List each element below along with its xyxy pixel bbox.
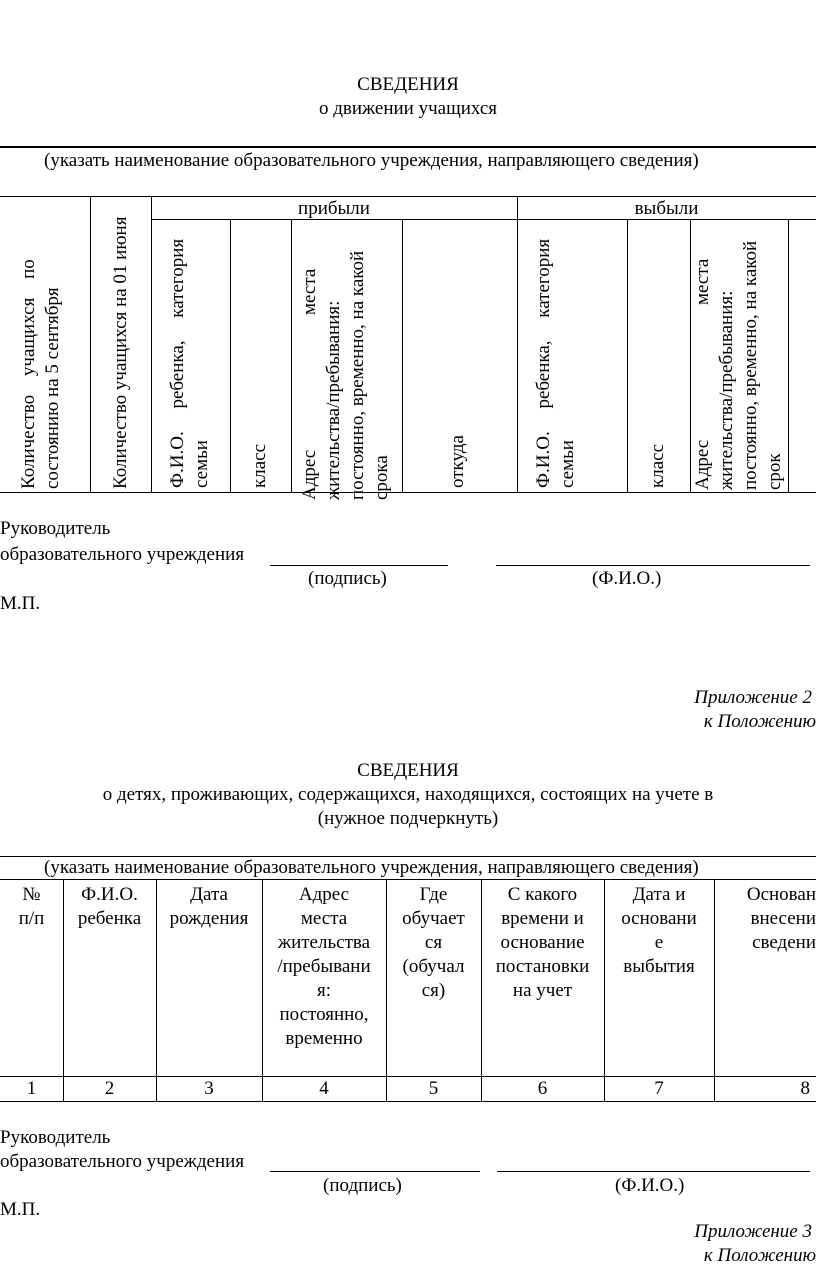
group-arrived: прибыли xyxy=(298,198,370,219)
header-6-line1: С какого xyxy=(507,884,578,905)
header-4-line1: Адрес xyxy=(298,884,350,905)
arrived-address-l1: Адрес места xyxy=(299,268,320,500)
group-left: выбыли xyxy=(634,198,699,219)
header-2-line1: Ф.И.О. xyxy=(81,884,138,905)
header-2-line2: ребенка xyxy=(77,908,142,929)
header-6-line2: времени и xyxy=(501,908,584,929)
header-7-line2: основани xyxy=(621,908,697,929)
header-cell-2 xyxy=(63,883,156,931)
header-cell-7 xyxy=(604,883,714,979)
left-address-l2: жительства/пребывания: xyxy=(716,290,737,490)
left-fio-l2: семьи xyxy=(557,440,578,488)
header-4-line5: я: xyxy=(316,980,332,1001)
arrived-address-l4: срока xyxy=(371,455,392,500)
column-number-3: 3 xyxy=(204,1078,214,1099)
left-address-l1: Адрес места xyxy=(692,258,713,490)
header-cell-8 xyxy=(714,883,816,955)
name-line xyxy=(496,565,810,566)
col-count-june: Количество учащихся на 01 июня xyxy=(110,216,131,489)
header-cell-3 xyxy=(156,883,262,931)
header-cell-6 xyxy=(481,883,604,1003)
col-count-september xyxy=(17,199,65,489)
section2-subtitle-1: о детях, проживающих, содержащихся, находящихся, состоящих на учете в xyxy=(102,784,714,805)
left-fio-l1: Ф.И.О. ребенка, категория xyxy=(533,238,554,488)
header-4-line2: места xyxy=(300,908,348,929)
header-4-line6: постоянно, xyxy=(279,1004,369,1025)
appendix-2-line2: к Положению xyxy=(703,711,816,732)
name-caption-2: (Ф.И.О.) xyxy=(615,1175,685,1196)
header-4-line7: временно xyxy=(285,1028,363,1049)
header-5-line2: обучает xyxy=(402,908,465,929)
left-address-l4: срок xyxy=(764,453,785,490)
name-line-2 xyxy=(497,1171,810,1172)
header-4-line3: жительства xyxy=(277,932,371,953)
name-caption: (Ф.И.О.) xyxy=(592,568,662,589)
header-7-line1: Дата и xyxy=(632,884,686,905)
header-6-line5: на учет xyxy=(512,980,573,1001)
head-label-b-2: образовательного учреждения xyxy=(0,1151,245,1172)
arrived-class: класс xyxy=(249,443,270,488)
section1-title: СВЕДЕНИЯ xyxy=(357,74,459,95)
institution-line xyxy=(0,146,816,148)
signature-caption-2: (подпись) xyxy=(323,1175,402,1196)
header-cell-4 xyxy=(262,883,386,1051)
arrived-fio-l2: семьи xyxy=(191,440,212,488)
signature-caption: (подпись) xyxy=(308,568,387,589)
stamp-label: М.П. xyxy=(0,593,41,614)
header-8-line1: Основан xyxy=(746,884,816,905)
column-number-4: 4 xyxy=(319,1078,329,1099)
header-7-line4: выбытия xyxy=(623,956,695,977)
col-count-september-l1: Количество учащихся по xyxy=(18,259,39,489)
section2-subtitle-2: (нужное подчеркнуть) xyxy=(317,808,499,829)
header-3-line2: рождения xyxy=(169,908,249,929)
header-3-line1: Дата xyxy=(190,884,228,905)
appendix-3-line2: к Положению xyxy=(703,1245,816,1266)
arrived-from: откуда xyxy=(447,435,468,488)
appendix-3-line1: Приложение 3 xyxy=(694,1221,812,1242)
header-1-line2: п/п xyxy=(18,908,45,929)
header-5-line4: (обучал xyxy=(402,956,465,977)
head-label-b: Руководитель xyxy=(0,1127,111,1148)
column-number-8: 8 xyxy=(800,1078,810,1099)
arrived-fio-l1: Ф.И.О. ребенка, категория xyxy=(167,238,188,488)
arrived-address-l3: постоянно, временно, на какой xyxy=(347,250,368,500)
head-label-2: образовательного учреждения xyxy=(0,544,245,565)
column-number-5: 5 xyxy=(428,1078,439,1099)
column-number-1: 1 xyxy=(26,1078,37,1099)
left-address-l3: постоянно, временно, на какой xyxy=(740,240,761,490)
column-number-2: 2 xyxy=(104,1078,115,1099)
header-5-line1: Где xyxy=(419,884,448,905)
head-label: Руководитель xyxy=(0,518,111,539)
signature-line-2 xyxy=(270,1171,480,1172)
header-6-line4: постановки xyxy=(495,956,590,977)
arrived-address-l2: жительства/пребывания: xyxy=(323,300,344,500)
section1-subtitle: о движении учащихся xyxy=(318,98,498,119)
header-5-line5: ся) xyxy=(421,980,446,1001)
column-number-6: 6 xyxy=(537,1078,548,1099)
column-number-7: 7 xyxy=(654,1078,664,1099)
header-5-line3: ся xyxy=(424,932,443,953)
institution-hint: (указать наименование образовательного учреждения, направляющего сведения) xyxy=(44,150,699,171)
arrived-address xyxy=(298,232,394,500)
left-address xyxy=(691,222,787,490)
left-fio xyxy=(532,220,580,488)
signature-line xyxy=(270,565,448,566)
institution-hint-2: (указать наименование образовательного учреждения, направляющего сведения) xyxy=(44,857,699,878)
header-cell-5 xyxy=(386,883,481,1003)
arrived-fio xyxy=(166,220,214,488)
header-cell-1 xyxy=(0,883,63,931)
header-8-line2: внесени xyxy=(750,908,816,929)
col-count-september-l2: состоянию на 5 сентября xyxy=(42,287,63,489)
section2-title: СВЕДЕНИЯ xyxy=(357,760,459,781)
header-1-line1: № xyxy=(22,884,41,905)
left-class: класс xyxy=(647,443,668,488)
header-8-line3: сведени xyxy=(752,932,816,953)
header-6-line3: основание xyxy=(500,932,585,953)
appendix-2-line1: Приложение 2 xyxy=(694,687,812,708)
header-7-line3: е xyxy=(654,932,664,953)
stamp-label-2: М.П. xyxy=(0,1199,41,1220)
header-4-line4: /пребывани xyxy=(277,956,371,977)
